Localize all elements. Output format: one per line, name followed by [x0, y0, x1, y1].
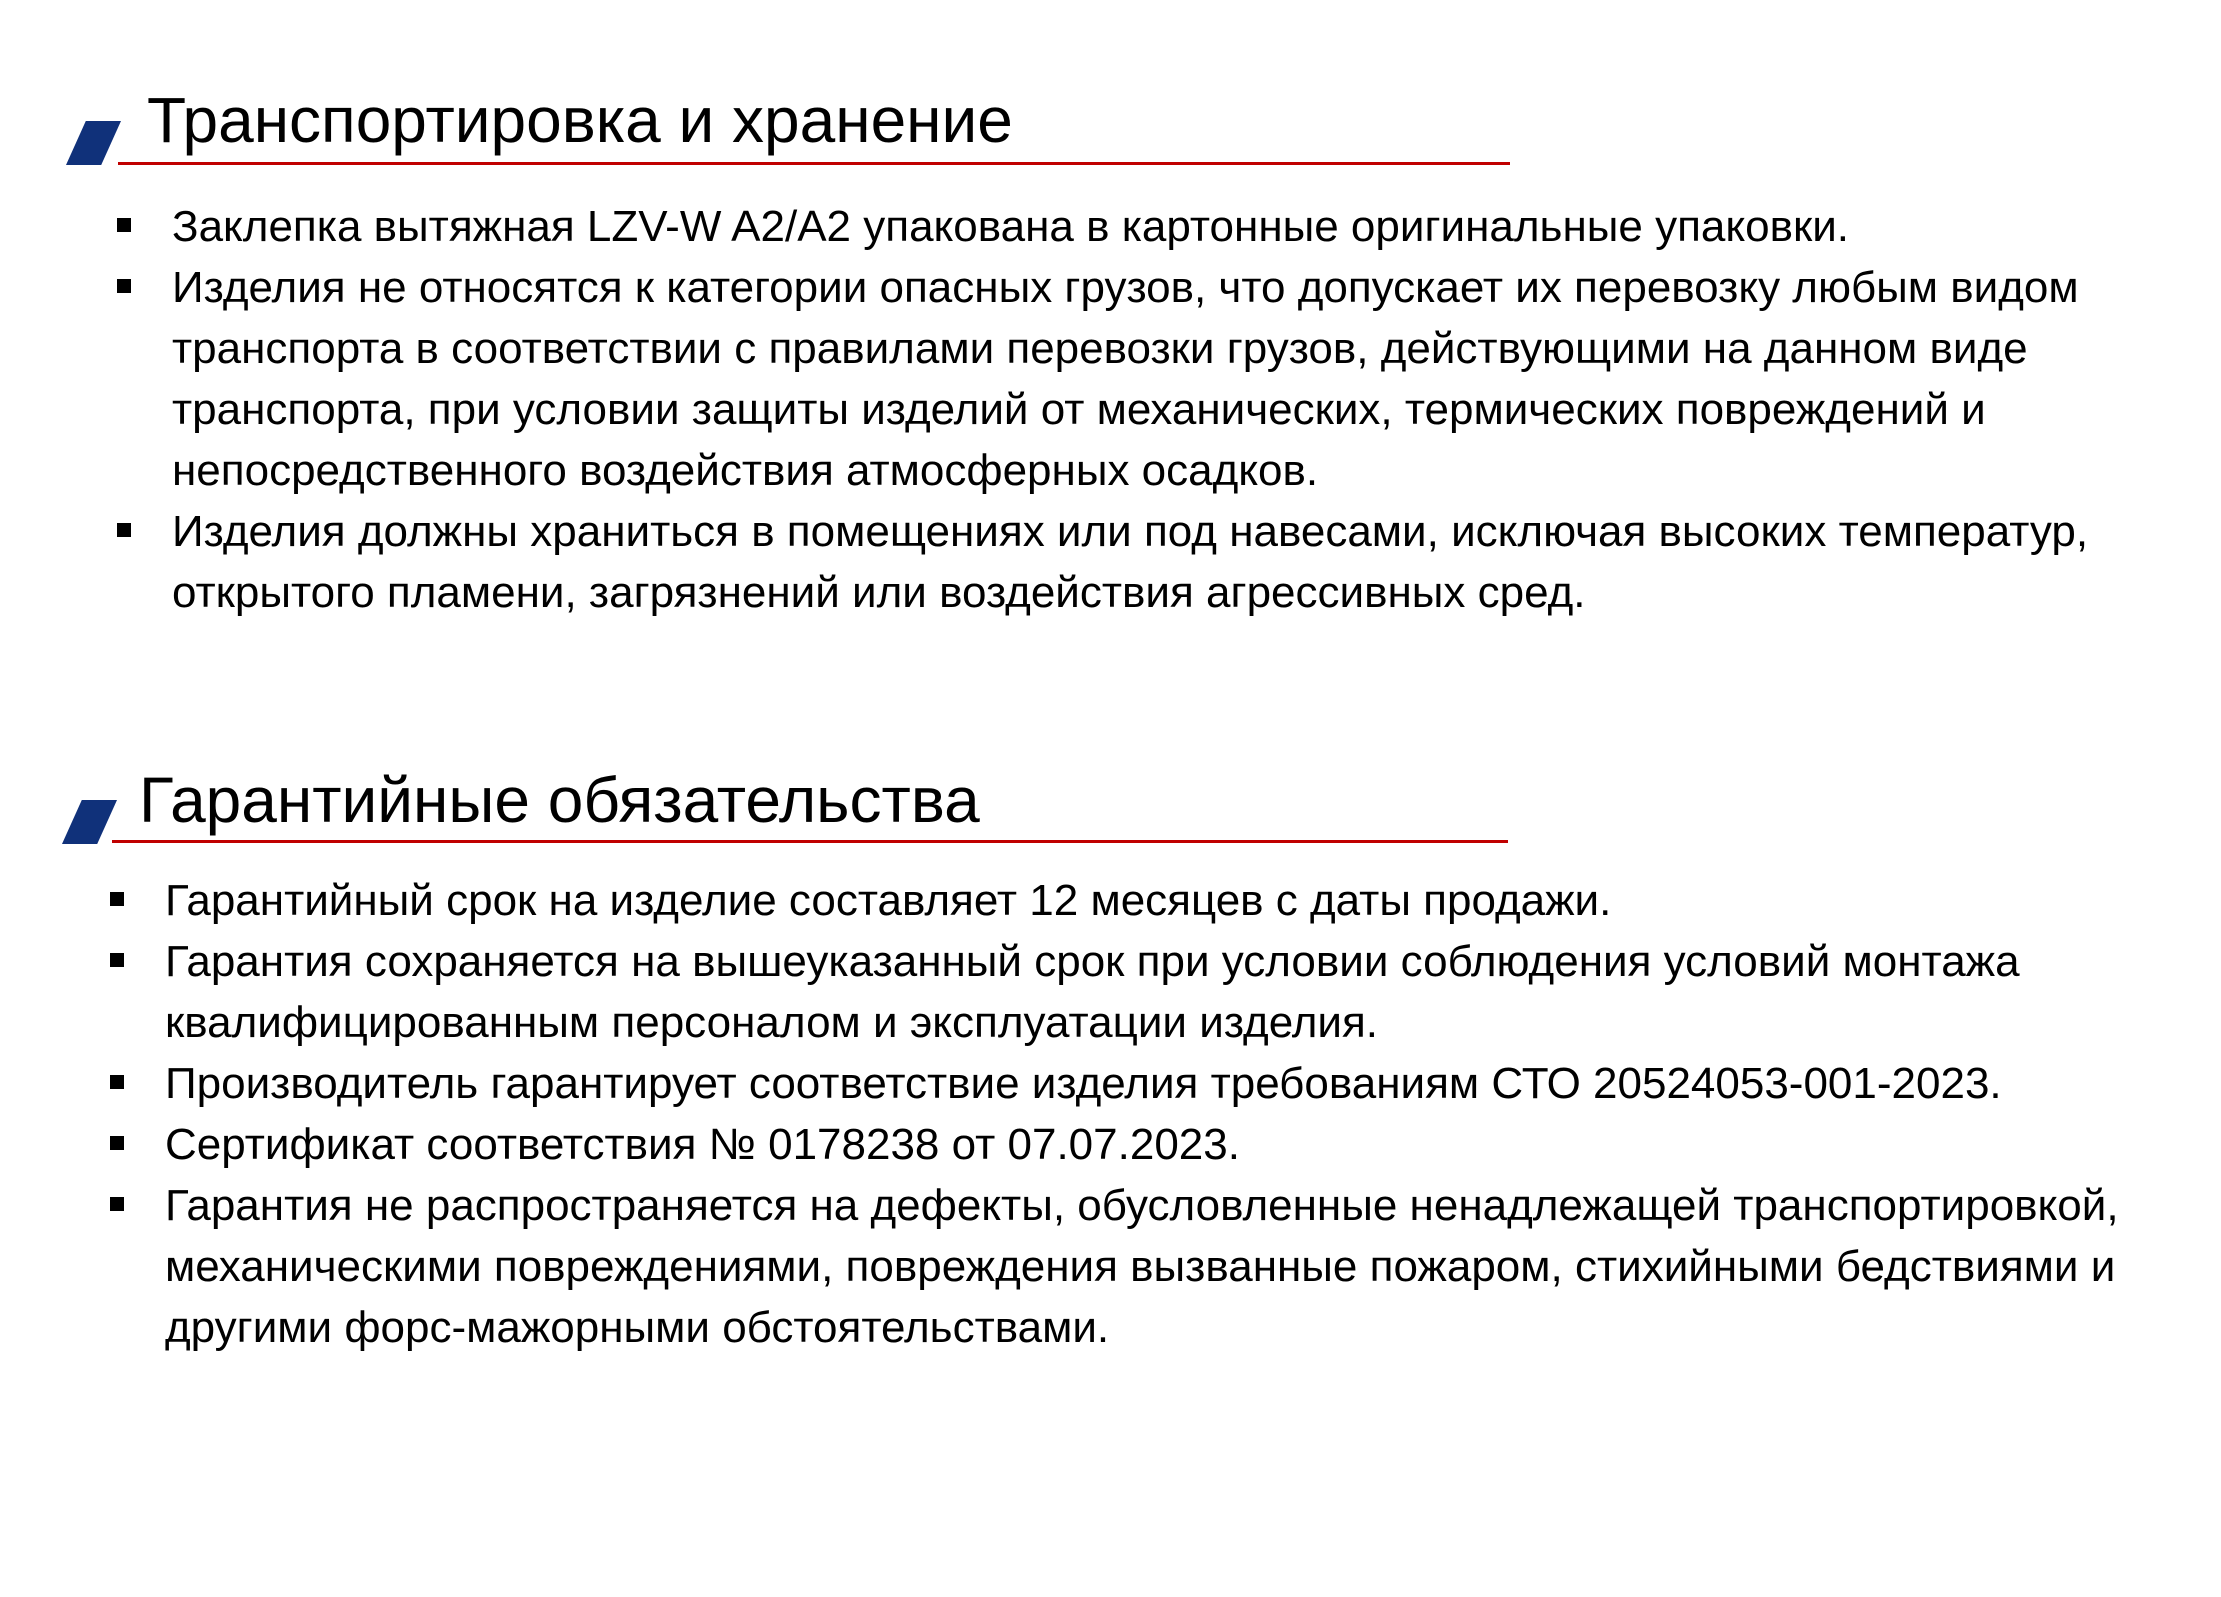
list-item-text: Гарантия сохраняется на вышеуказанный срок при условии соблюдения условий монтажа квалифицированным персоналом и эксплуатации изделия. [165, 937, 2020, 1047]
list-item [110, 870, 2150, 931]
bullet-list [110, 870, 2150, 1358]
section-title: Гарантийные обязательства [139, 764, 980, 836]
list-item-text: Гарантийный срок на изделие составляет 12 месяцев с даты продажи. [165, 876, 1612, 925]
heading-underline [112, 840, 1508, 843]
heading-marker-icon [62, 800, 117, 844]
list-item [110, 1114, 2150, 1175]
list-item-text: Заклепка вытяжная LZV-W A2/A2 упакована в картонные оригинальные упаковки. [172, 202, 1850, 251]
list-item [110, 1175, 2150, 1358]
square-bullet-icon [110, 892, 124, 906]
list-item-text: Изделия не относятся к категории опасных грузов, что допускает их перевозку любым видом транспорта в соответствии с правилами перевозки грузов, действующими на данном виде транспорта, при условии защиты изделий от механических, термических повреждений и непосредственного воздействия атмосферных осадков. [172, 263, 2079, 495]
list-item [110, 1053, 2150, 1114]
list-item-text: Изделия должны храниться в помещениях или под навесами, исключая высоких температур, открытого пламени, загрязнений или воздействия агрессивных сред. [172, 507, 2089, 617]
square-bullet-icon [110, 1075, 124, 1089]
section-title: Транспортировка и хранение [147, 84, 1013, 156]
list-item-text: Производитель гарантирует соответствие изделия требованиям СТО 20524053-001-2023. [165, 1059, 2002, 1108]
list-item-text: Гарантия не распространяется на дефекты, обусловленные ненадлежащей транспортировкой, механическими повреждениями, повреждения вызванные пожаром, стихийными бедствиями и другими форс-мажорными обстоятельствами. [165, 1181, 2119, 1352]
square-bullet-icon [110, 953, 124, 967]
list-item [110, 931, 2150, 1053]
square-bullet-icon [110, 1197, 124, 1211]
list-item-text: Сертификат соответствия № 0178238 от 07.07.2023. [165, 1120, 1240, 1169]
square-bullet-icon [110, 1136, 124, 1150]
